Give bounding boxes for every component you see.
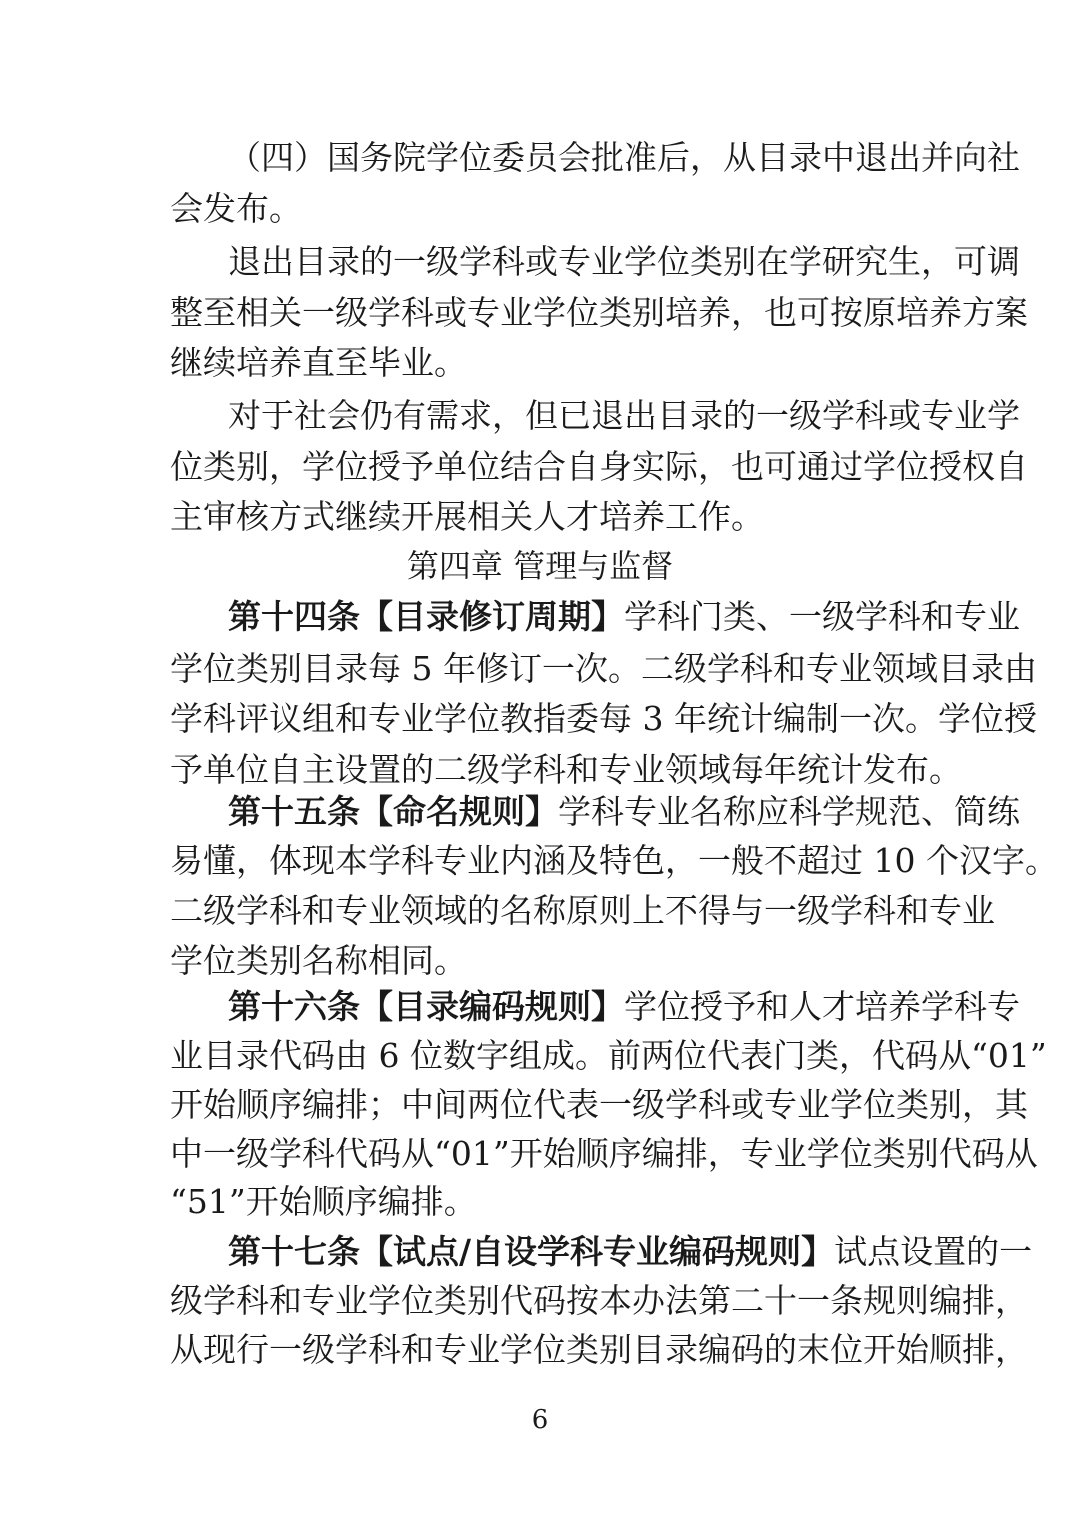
article-text: 学科专业名称应科学规范、简练 [558,792,1020,831]
article-line: 学位类别目录每 5 年修订一次。二级学科和专业领域目录由 [170,649,1037,688]
paragraph-line: 继续培养直至毕业。 [170,343,467,382]
paragraph-line: 退出目录的一级学科或专业学位类别在学研究生，可调 [228,242,1020,281]
article-line: 学科评议组和专业学位教指委每 3 年统计编制一次。学位授 [170,699,1037,738]
article-title: 第十六条【目录编码规则】 [228,987,624,1026]
article-title: 第十七条【试点/自设学科专业编码规则】 [228,1232,835,1271]
article-text: 试点设置的一 [834,1232,1033,1271]
article-text: 学位授予和人才培养学科专 [624,987,1020,1026]
page-number: 6 [531,1405,549,1435]
paragraph-line: 主审核方式继续开展相关人才培养工作。 [170,497,764,536]
article-line [228,787,1020,837]
article-line: 二级学科和专业领域的名称原则上不得与一级学科和专业 [170,891,995,930]
article-line: 级学科和专业学位类别代码按本办法第二十一条规则编排， [170,1281,1028,1320]
paragraph-line: 对于社会仍有需求，但已退出目录的一级学科或专业学 [228,396,1020,435]
paragraph-line: 整至相关一级学科或专业学位类别培养，也可按原培养方案 [170,293,1028,332]
article-line: 开始顺序编排；中间两位代表一级学科或专业学位类别，其 [170,1085,1028,1124]
article-line: 学位类别名称相同。 [170,941,467,980]
paragraph-line: 会发布。 [170,189,302,228]
article-line: 业目录代码由 6 位数字组成。前两位代表门类，代码从“01” [170,1036,1047,1075]
article-line: 予单位自主设置的二级学科和专业领域每年统计发布。 [170,750,962,789]
paragraph-line: （四）国务院学位委员会批准后，从目录中退出并向社 [228,138,1020,177]
article-title: 第十四条【目录修订周期】 [228,597,624,636]
article-line [228,1227,1033,1277]
article-line [228,592,1020,642]
article-text: 学科门类、一级学科和专业 [624,597,1020,636]
article-title: 第十五条【命名规则】 [228,792,558,831]
article-line: “51”开始顺序编排。 [170,1182,477,1221]
article-line: 中一级学科代码从“01”开始顺序编排，专业学位类别代码从 [170,1134,1038,1173]
article-line [228,982,1020,1032]
article-line: 易懂，体现本学科专业内涵及特色，一般不超过 10 个汉字。 [170,841,1058,880]
chapter-heading: 第四章 管理与监督 [406,547,674,585]
article-line: 从现行一级学科和专业学位类别目录编码的末位开始顺排， [170,1330,1028,1369]
paragraph-line: 位类别，学位授予单位结合自身实际，也可通过学位授权自 [170,447,1028,486]
